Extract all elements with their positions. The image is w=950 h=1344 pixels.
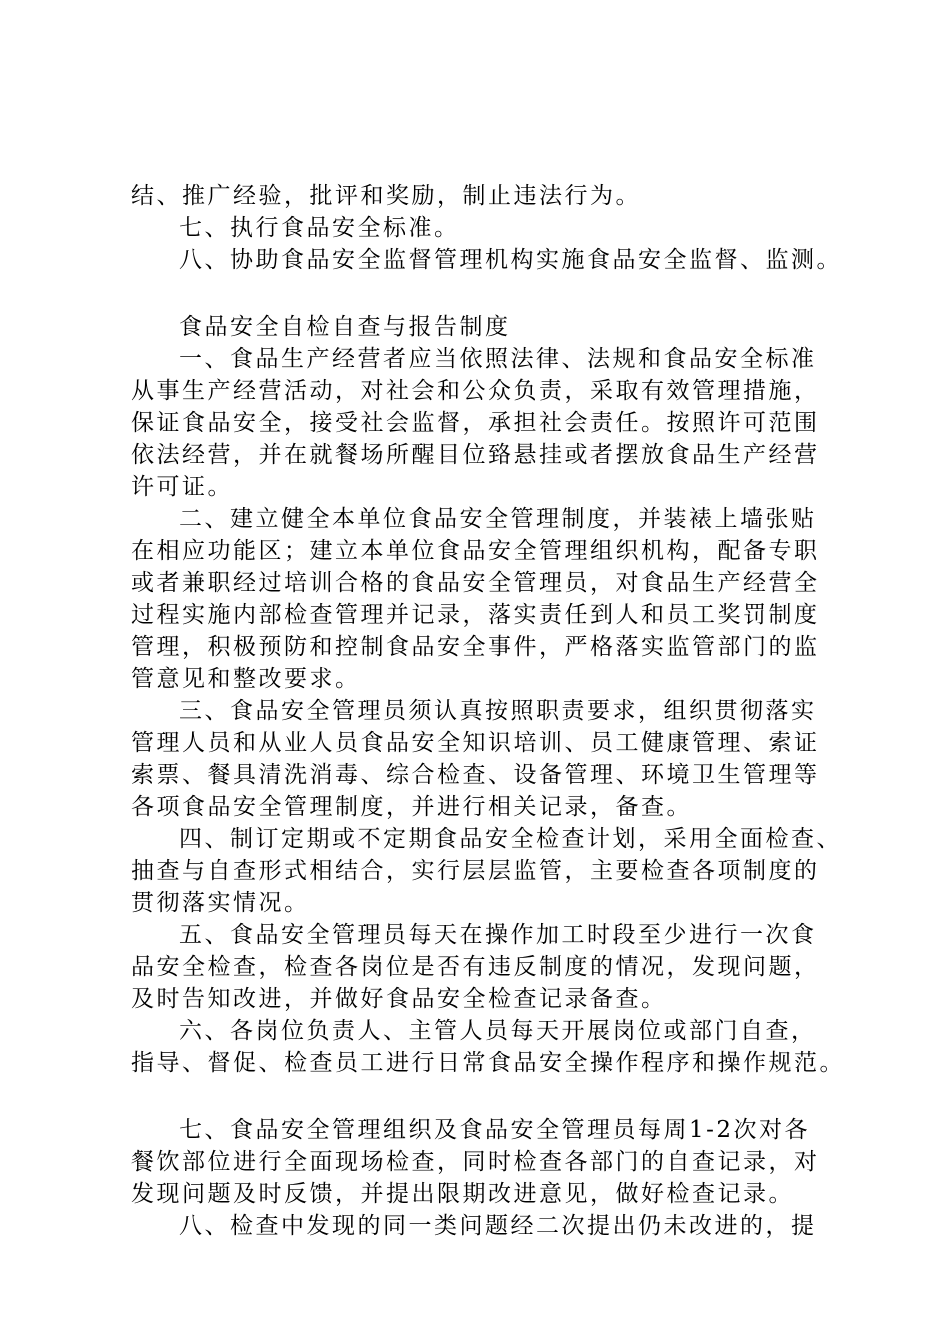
section-title: 食品安全自检自查与报告制度 — [179, 314, 511, 340]
text-line: 索票、餐具清洗消毒、综合检查、设备管理、环境卫生管理等 — [131, 762, 820, 788]
text-line: 许可证。 — [131, 474, 233, 500]
text-line: 七、执行食品安全标准。 — [179, 215, 460, 241]
text-line: 过程实施内部检查管理并记录，落实责任到人和员工奖罚制度 — [131, 602, 820, 628]
text-line: 在相应功能区；建立本单位食品安全管理组织机构，配备专职 — [131, 538, 820, 564]
text-line: 或者兼职经过培训合格的食品安全管理员，对食品生产经营全 — [131, 570, 820, 596]
text-line: 二、建立健全本单位食品安全管理制度，并装裱上墙张贴 — [179, 506, 817, 532]
text-line: 保证食品安全，接受社会监督，承担社会责任。按照许可范围 — [131, 410, 820, 436]
text-line: 贯彻落实情况。 — [131, 890, 310, 916]
text-line: 四、制订定期或不定期食品安全检查计划，采用全面检查、 — [179, 826, 842, 852]
paragraph-gap — [131, 1079, 851, 1114]
text-line: 品安全检查，检查各岗位是否有违反制度的情况，发现问题， — [131, 954, 820, 980]
document-body — [131, 180, 851, 1242]
text-line: 发现问题及时反馈，并提出限期改进意见，做好检查记录。 — [131, 1181, 794, 1207]
text-line: 依法经营，并在就餐场所醒目位臵悬挂或者摆放食品生产经营 — [131, 442, 820, 468]
text-line: 七、食品安全管理组织及食品安全管理员每周1-2次对各 — [179, 1117, 811, 1143]
paragraph-gap — [131, 276, 851, 311]
text-line: 六、各岗位负责人、主管人员每天开展岗位或部门自查， — [179, 1018, 817, 1044]
text-line: 三、食品安全管理员须认真按照职责要求，组织贯彻落实 — [179, 698, 817, 724]
text-line: 八、检查中发现的同一类问题经二次提出仍未改进的，提 — [179, 1213, 817, 1239]
text-line: 五、食品安全管理员每天在操作加工时段至少进行一次食 — [179, 922, 817, 948]
text-line: 八、协助食品安全监督管理机构实施食品安全监督、监测。 — [179, 247, 842, 273]
text-line: 及时告知改进，并做好食品安全检查记录备查。 — [131, 986, 667, 1012]
text-line: 管理人员和从业人员食品安全知识培训、员工健康管理、索证 — [131, 730, 820, 756]
text-line: 从事生产经营活动，对社会和公众负责，采取有效管理措施， — [131, 378, 820, 404]
text-line: 抽查与自查形式相结合，实行层层监管，主要检查各项制度的 — [131, 858, 820, 884]
text-line: 餐饮部位进行全面现场检查，同时检查各部门的自查记录，对 — [131, 1149, 820, 1175]
text-line: 管理，积极预防和控制食品安全事件，严格落实监管部门的监 — [131, 634, 820, 660]
text-line: 一、食品生产经营者应当依照法律、法规和食品安全标准 — [179, 346, 817, 372]
text-line: 各项食品安全管理制度，并进行相关记录，备查。 — [131, 794, 692, 820]
text-line: 管意见和整改要求。 — [131, 666, 361, 692]
text-line: 结、推广经验，批评和奖励，制止违法行为。 — [131, 183, 641, 209]
text-line: 指导、督促、检查员工进行日常食品安全操作程序和操作规范。 — [131, 1050, 845, 1076]
